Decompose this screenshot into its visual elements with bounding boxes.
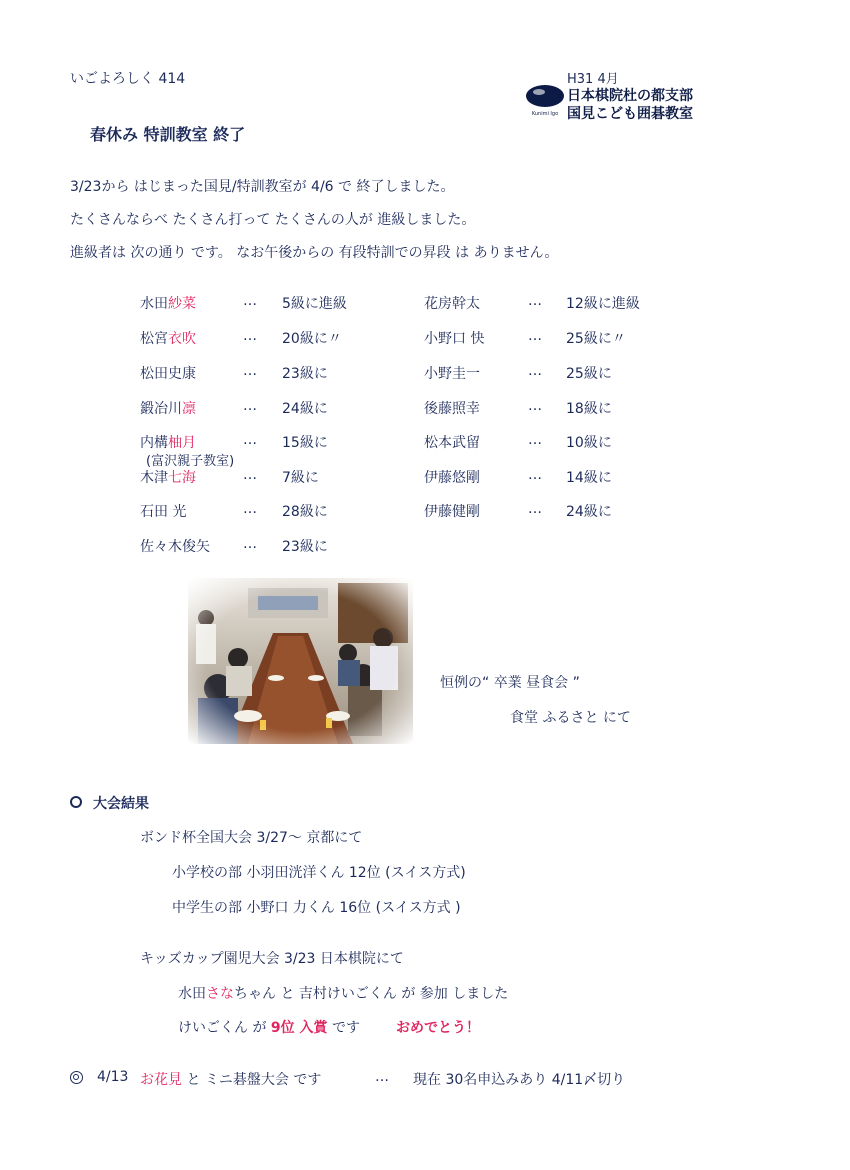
kids-cup-participants: 水田さなちゃん と 吉村けいごくん が 参加 しました xyxy=(178,986,509,1002)
leader-dots: … xyxy=(528,501,542,517)
leader-dots: … xyxy=(528,363,542,379)
organization-name: 日本棋院杜の都支部 xyxy=(567,88,693,104)
student-name: 小野口 快 xyxy=(424,331,485,347)
leader-dots: … xyxy=(243,398,257,414)
promotion-result: 23級に xyxy=(282,539,328,555)
promotion-row xyxy=(140,328,400,350)
event-title: お花見 と ミニ碁盤大会 です xyxy=(140,1072,322,1088)
leader-dots: … xyxy=(243,328,257,344)
promotion-row xyxy=(140,293,400,315)
leader-dots: … xyxy=(528,467,542,483)
promotion-result: 28級に xyxy=(282,504,328,520)
photo-caption: 恒例の“ 卒業 昼食会 ” xyxy=(440,675,580,691)
school-logo xyxy=(524,82,566,118)
bond-cup-title: ボンド杯全国大会 3/27～ 京都にて xyxy=(140,830,363,846)
bond-cup-middle: 中学生の部 小野口 力くん 16位 (スイス方式 ) xyxy=(172,900,461,916)
leader-dots: … xyxy=(528,293,542,309)
newsletter-title: いごよろしく 414 xyxy=(70,71,186,87)
promotion-result: 24級に xyxy=(566,504,612,520)
leader-dots: … xyxy=(243,293,257,309)
promotion-result: 14級に xyxy=(566,470,612,486)
student-name: 木津七海 xyxy=(140,470,196,486)
promotion-result: 24級に xyxy=(282,401,328,417)
leader-dots: … xyxy=(243,467,257,483)
bond-cup-elementary: 小学校の部 小羽田洸洋くん 12位 (スイス方式) xyxy=(172,865,466,881)
promotion-row xyxy=(424,363,654,385)
promotion-result: 5級に進級 xyxy=(282,296,347,312)
intro-paragraph-3: 進級者は 次の通り です。 なお午後からの 有段特訓での昇段 は ありません。 xyxy=(70,245,559,261)
student-name: 小野圭一 xyxy=(424,366,480,382)
promotion-result: 15級に xyxy=(282,435,328,451)
leader-dots: … xyxy=(375,1069,389,1085)
promotion-result: 7級に xyxy=(282,470,319,486)
promotion-result: 23級に xyxy=(282,366,328,382)
svg-text:Kunimi Igo: Kunimi Igo xyxy=(531,111,559,117)
student-name: 松田史康 xyxy=(140,366,196,382)
class-note: (富沢親子教室) xyxy=(146,454,235,469)
student-name: 松宮衣吹 xyxy=(140,331,196,347)
promotion-row xyxy=(424,432,654,454)
promotion-row xyxy=(140,398,400,420)
promotion-row xyxy=(424,501,654,523)
event-date: 4/13 xyxy=(97,1069,129,1085)
leader-dots: … xyxy=(243,501,257,517)
promotion-row xyxy=(140,536,400,558)
photo-caption-location: 食堂 ふるさと にて xyxy=(510,710,631,726)
student-name: 石田 光 xyxy=(140,504,187,520)
leader-dots: … xyxy=(243,363,257,379)
school-name: 国見こども囲碁教室 xyxy=(567,106,693,122)
promotion-row xyxy=(424,398,654,420)
promotion-result: 25級に xyxy=(566,366,612,382)
kids-cup-title: キッズカップ園児大会 3/23 日本棋院にて xyxy=(140,951,404,967)
promotion-row xyxy=(424,328,654,350)
promotion-result: 10級に xyxy=(566,435,612,451)
lunch-photo xyxy=(188,578,413,744)
student-name: 花房幹太 xyxy=(424,296,480,312)
headline: 春休み 特訓教室 終了 xyxy=(90,125,246,144)
kids-cup-award: けいごくん が 9位 入賞 です おめでとう！ xyxy=(178,1020,480,1036)
promotion-result: 20級に〃 xyxy=(282,331,342,347)
leader-dots: … xyxy=(243,536,257,552)
student-name: 伊藤悠剛 xyxy=(424,470,480,486)
leader-dots: … xyxy=(243,432,257,448)
results-heading: 大会結果 xyxy=(93,796,149,812)
promotion-row xyxy=(424,467,654,489)
student-name: 伊藤健剛 xyxy=(424,504,480,520)
student-name: 後藤照幸 xyxy=(424,401,480,417)
bullet-circle-icon xyxy=(70,796,82,808)
intro-paragraph-2: たくさんならべ たくさん打って たくさんの人が 進級しました。 xyxy=(70,212,476,228)
student-name: 松本武留 xyxy=(424,435,480,451)
issue-date: H31 4月 xyxy=(567,72,619,87)
promotion-row xyxy=(140,467,400,489)
intro-paragraph-1: 3/23から はじまった国見/特訓教室が 4/6 で 終了しました。 xyxy=(70,179,455,195)
leader-dots: … xyxy=(528,398,542,414)
promotion-result: 25級に〃 xyxy=(566,331,626,347)
promotion-row xyxy=(140,501,400,523)
promotion-result: 18級に xyxy=(566,401,612,417)
leader-dots: … xyxy=(528,432,542,448)
student-name: 鍛冶川凛 xyxy=(140,401,196,417)
student-name: 水田紗菜 xyxy=(140,296,196,312)
promotion-result: 12級に進級 xyxy=(566,296,640,312)
event-status: 現在 30名申込みあり 4/11〆切り xyxy=(413,1072,626,1088)
student-name: 佐々木俊矢 xyxy=(140,539,210,555)
promotion-row xyxy=(424,293,654,315)
student-name: 内構柚月 xyxy=(140,435,196,451)
promotion-row xyxy=(140,363,400,385)
double-circle-icon xyxy=(70,1071,83,1084)
leader-dots: … xyxy=(528,328,542,344)
